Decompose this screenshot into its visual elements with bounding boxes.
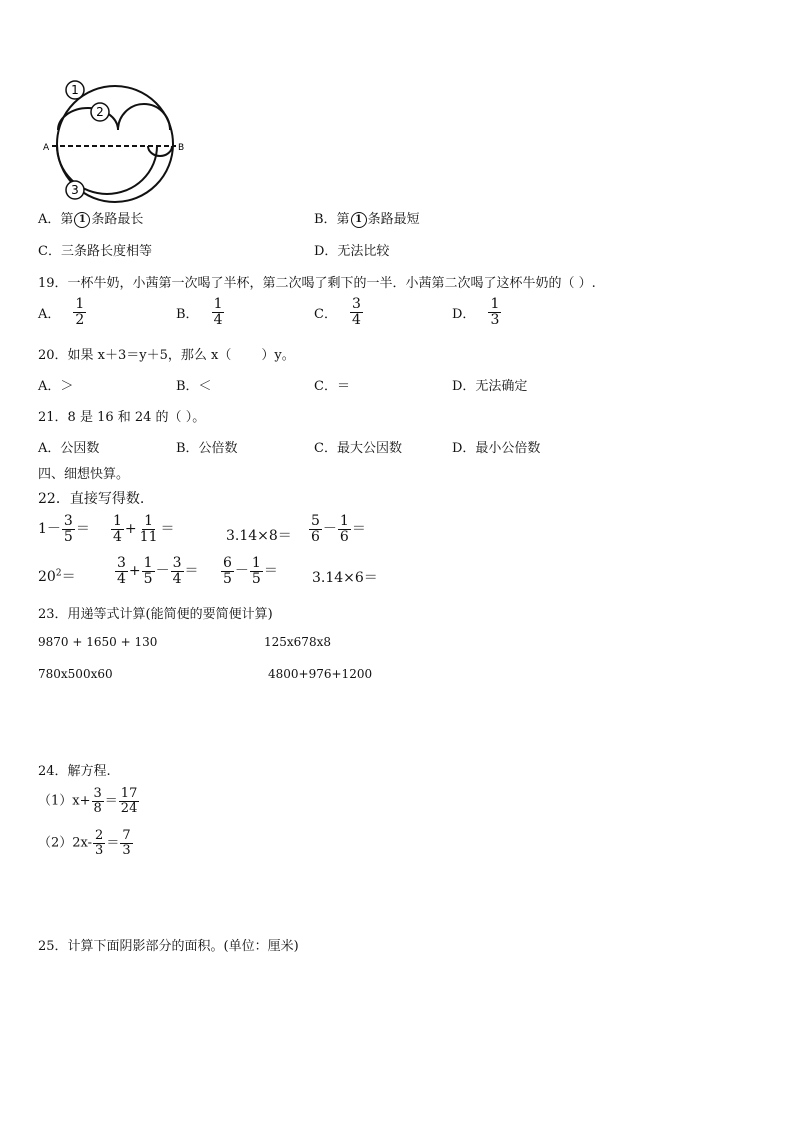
q25-title: 25．计算下面阴影部分的面积。(单位：厘米)	[38, 939, 299, 954]
q19-stem: 19．一杯牛奶，小茜第一次喝了半杯，第二次喝了剩下的一半．小茜第二次喝了这杯牛奶的（ ）.	[38, 276, 596, 291]
q22-expr-3: 3.14×8＝	[226, 528, 292, 544]
path-2-arc-right	[118, 104, 170, 130]
q23-item-2: 125x678x8	[264, 635, 331, 649]
q20-option-a: A．＞	[38, 379, 74, 394]
q23-item-3: 780x500x60	[38, 667, 113, 681]
point-a-label: A	[43, 143, 50, 153]
q21-option-b: B．公倍数	[176, 441, 238, 456]
paths-figure	[40, 76, 190, 204]
path-3-small-arc	[148, 146, 172, 156]
q21-option-a: A．公因数	[38, 441, 100, 456]
q20-option-d: D．无法确定	[452, 379, 528, 394]
fraction: $\frac{3}{4}$	[351, 296, 361, 328]
q24-title: 24．解方程.	[38, 764, 111, 779]
fraction: $\frac{1}{3}$	[490, 296, 500, 328]
q23-item-4: 4800+976+1200	[268, 667, 373, 681]
q22-expr-8: 3.14×6＝	[312, 570, 378, 586]
fraction: $\frac{1}{4}$	[213, 296, 223, 328]
q18-option-c: C．三条路长度相等	[38, 244, 152, 259]
q22-expr-7: $\frac{6}{5}$ － $\frac{1}{5}$ ＝	[223, 555, 278, 587]
circled-one-icon: 1	[74, 212, 90, 228]
q19-option-d: D． $\frac{1}{3}$	[452, 296, 500, 328]
q22-expr-1: 1－ $\frac{3}{5}$ ＝	[38, 513, 90, 545]
circled-one-icon: 1	[351, 212, 367, 228]
point-b-label: B	[178, 143, 185, 153]
path-1-label: 1	[71, 83, 79, 97]
q19-option-a: A． $\frac{1}{2}$	[38, 296, 85, 328]
q18-option-a: A．第 1 条路最长	[38, 212, 144, 227]
q22-expr-5: $20^2=$	[38, 568, 76, 585]
q22-expr-4: $\frac{5}{6}$ － $\frac{1}{6}$ ＝	[311, 513, 366, 545]
path-3-label: 3	[71, 183, 79, 197]
q20-option-c: C．＝	[314, 379, 350, 394]
q18-option-b: B．第 1 条路最短	[314, 212, 420, 227]
q19-option-c: C． $\frac{3}{4}$	[314, 296, 361, 328]
q20-option-b: B．＜	[176, 379, 212, 394]
q22-title: 22．直接写得数.	[38, 491, 145, 507]
q21-option-d: D．最小公倍数	[452, 441, 541, 456]
q18-option-d: D．无法比较	[314, 244, 390, 259]
q21-stem: 21．8 是 16 和 24 的（ ）。	[38, 410, 206, 425]
q24-equation-1: （1）x+ $\frac{3}{8}$ ＝ $\frac{17}{24}$	[38, 786, 138, 816]
path-2-label: 2	[96, 105, 104, 119]
section-heading: 四、细想快算。	[38, 467, 130, 482]
q22-expr-2: $\frac{1}{4}$ + $\frac{1}{11}$ ＝	[113, 513, 175, 545]
q24-equation-2: （2）2x- $\frac{2}{3}$ ＝ $\frac{7}{3}$	[38, 828, 131, 858]
q19-option-b: B． $\frac{1}{4}$	[176, 296, 223, 328]
q20-stem: 20．如果 x＋3＝y＋5，那么 x（ ）y。	[38, 348, 295, 363]
paths-diagram	[40, 76, 190, 204]
q23-item-1: 9870 + 1650 + 130	[38, 635, 158, 649]
fraction: $\frac{1}{2}$	[75, 296, 85, 328]
q23-title: 23．用递等式计算(能简便的要简便计算)	[38, 607, 273, 622]
q22-expr-6: $\frac{3}{4}$ + $\frac{1}{5}$ － $\frac{3}{4}$ ＝	[117, 555, 199, 587]
q21-option-c: C．最大公因数	[314, 441, 402, 456]
